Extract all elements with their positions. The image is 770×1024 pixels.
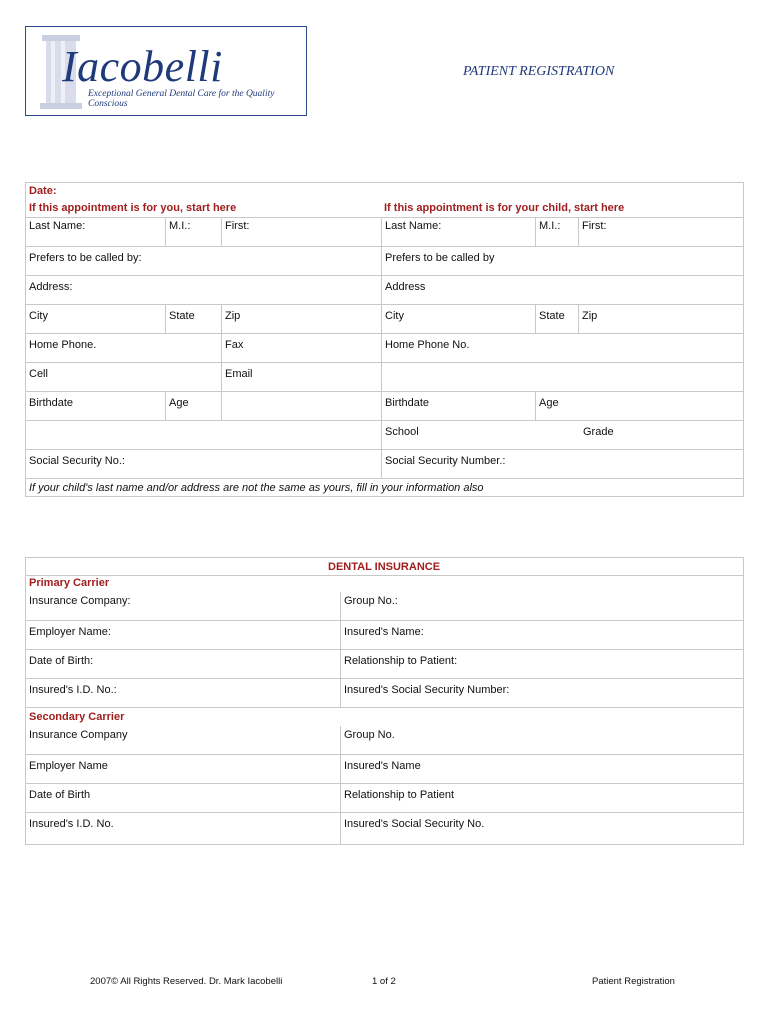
- adult-preferred-name-field[interactable]: Prefers to be called by:: [29, 252, 142, 264]
- adult-state-field[interactable]: State: [169, 310, 195, 322]
- address-note: If your child's last name and/or address are not the same as yours, fill in your information also: [29, 482, 484, 494]
- footer-document-name: Patient Registration: [592, 976, 675, 987]
- primary-insurance-company-field[interactable]: Insurance Company:: [29, 595, 131, 607]
- child-preferred-name-field[interactable]: Prefers to be called by: [385, 252, 495, 264]
- secondary-group-number-field[interactable]: Group No.: [344, 729, 395, 741]
- date-label: Date:: [29, 185, 57, 197]
- primary-group-number-field[interactable]: Group No.:: [344, 595, 398, 607]
- adult-age-field[interactable]: Age: [169, 397, 189, 409]
- child-school-field[interactable]: School: [385, 426, 419, 438]
- adult-cell-field[interactable]: Cell: [29, 368, 48, 380]
- child-ssn-field[interactable]: Social Security Number.:: [385, 455, 506, 467]
- primary-insured-name-field[interactable]: Insured's Name:: [344, 626, 424, 638]
- primary-employer-field[interactable]: Employer Name:: [29, 626, 111, 638]
- primary-insured-ssn-field[interactable]: Insured's Social Security Number:: [344, 684, 510, 696]
- child-age-field[interactable]: Age: [539, 397, 559, 409]
- footer-page-number: 1 of 2: [372, 976, 396, 987]
- primary-relationship-field[interactable]: Relationship to Patient:: [344, 655, 458, 667]
- child-last-name-field[interactable]: Last Name:: [385, 220, 442, 232]
- adult-birthdate-field[interactable]: Birthdate: [29, 397, 74, 409]
- adult-city-field[interactable]: City: [29, 310, 48, 322]
- primary-carrier-heading: Primary Carrier: [29, 577, 110, 589]
- child-city-field[interactable]: City: [385, 310, 404, 322]
- logo-tagline: Exceptional General Dental Care for the Quality Conscious: [88, 89, 275, 109]
- secondary-insured-ssn-field[interactable]: Insured's Social Security No.: [344, 818, 485, 830]
- secondary-insured-name-field[interactable]: Insured's Name: [344, 760, 421, 772]
- adult-first-name-field[interactable]: First:: [225, 220, 250, 232]
- adult-zip-field[interactable]: Zip: [225, 310, 241, 322]
- primary-insured-id-field[interactable]: Insured's I.D. No.:: [29, 684, 117, 696]
- adult-address-field[interactable]: Address:: [29, 281, 73, 293]
- child-mi-field[interactable]: M.I.:: [539, 220, 561, 232]
- practice-logo: [25, 26, 307, 116]
- secondary-insurance-company-field[interactable]: Insurance Company: [29, 729, 128, 741]
- adult-mi-field[interactable]: M.I.:: [169, 220, 191, 232]
- secondary-carrier-heading: Secondary Carrier: [29, 711, 125, 723]
- logo-name: Iacobelli: [62, 42, 223, 91]
- child-home-phone-field[interactable]: Home Phone No.: [385, 339, 470, 351]
- adult-home-phone-field[interactable]: Home Phone.: [29, 339, 97, 351]
- child-first-name-field[interactable]: First:: [582, 220, 607, 232]
- footer-copyright: 2007© All Rights Reserved. Dr. Mark Iacobelli: [90, 976, 283, 987]
- adult-ssn-field[interactable]: Social Security No.:: [29, 455, 125, 467]
- secondary-employer-field[interactable]: Employer Name: [29, 760, 108, 772]
- secondary-dob-field[interactable]: Date of Birth: [29, 789, 91, 801]
- primary-dob-field[interactable]: Date of Birth:: [29, 655, 94, 667]
- page-title: PATIENT REGISTRATION: [463, 64, 615, 79]
- child-grade-field[interactable]: Grade: [583, 426, 614, 438]
- adult-last-name-field[interactable]: Last Name:: [29, 220, 86, 232]
- dental-insurance-section: [25, 557, 744, 845]
- adult-section-heading: If this appointment is for you, start here: [29, 202, 237, 214]
- patient-info-section: [25, 182, 744, 497]
- secondary-relationship-field[interactable]: Relationship to Patient: [344, 789, 455, 801]
- child-state-field[interactable]: State: [539, 310, 565, 322]
- insurance-title: DENTAL INSURANCE: [328, 561, 441, 573]
- child-section-heading: If this appointment is for your child, start here: [384, 202, 625, 214]
- child-birthdate-field[interactable]: Birthdate: [385, 397, 430, 409]
- child-address-field[interactable]: Address: [385, 281, 426, 293]
- adult-fax-field[interactable]: Fax: [225, 339, 244, 351]
- child-zip-field[interactable]: Zip: [582, 310, 598, 322]
- adult-email-field[interactable]: Email: [225, 368, 253, 380]
- secondary-insured-id-field[interactable]: Insured's I.D. No.: [29, 818, 114, 830]
